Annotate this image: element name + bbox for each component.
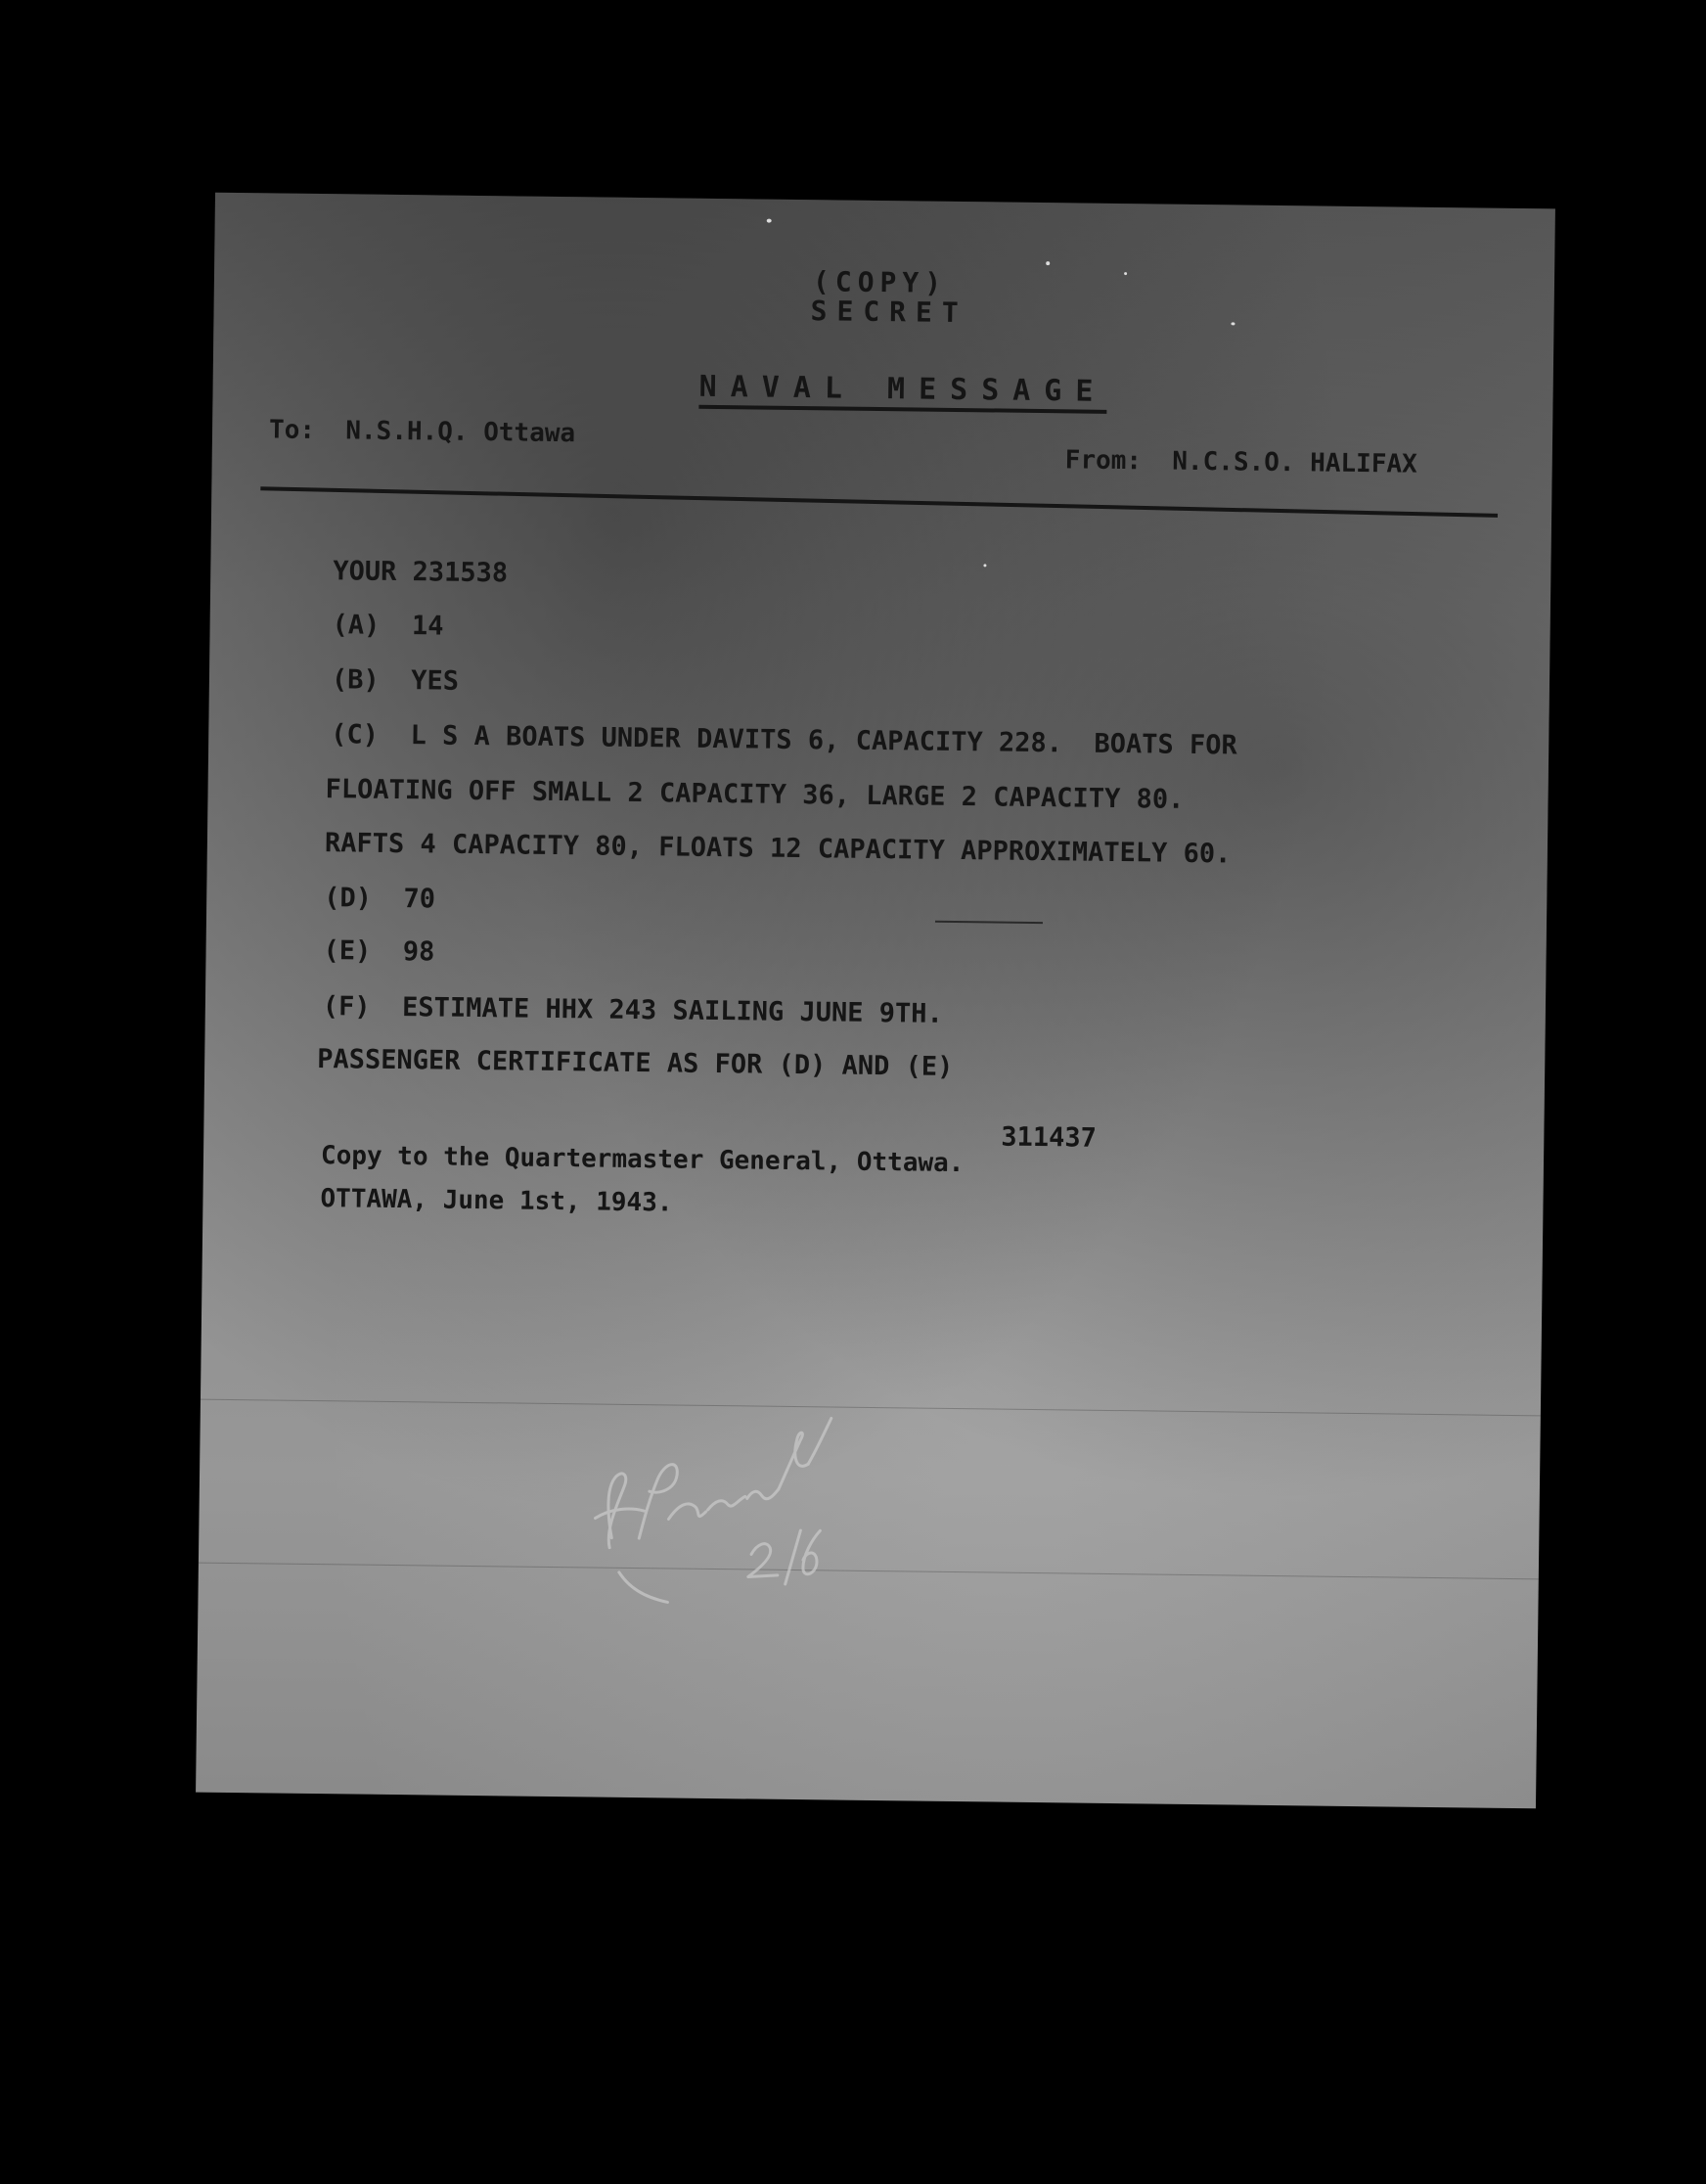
handwritten-signature: [550, 1400, 866, 1629]
to-line: To: N.S.H.Q. Ottawa: [268, 415, 576, 449]
copy-to-line: Copy to the Quartermaster General, Ottawa.: [320, 1141, 965, 1179]
naval-message-paper: [196, 193, 1555, 1809]
fold-line: [201, 1399, 1541, 1417]
body-line: RAFTS 4 CAPACITY 80, FLOATS 12 CAPACITY APPROXIMATELY 60.: [324, 828, 1232, 870]
body-line: (A) 14: [332, 610, 444, 642]
scan-speck: [1231, 322, 1235, 325]
classification-label: SECRET: [810, 295, 968, 330]
copy-label: (COPY): [812, 265, 948, 299]
pencil-mark: [935, 921, 1043, 924]
from-line: From: N.C.S.O. HALIFAX: [1064, 445, 1417, 479]
body-line: (C) L S A BOATS UNDER DAVITS 6, CAPACITY 228. BOATS FOR: [331, 719, 1237, 761]
reference-number: 311437: [1001, 1121, 1098, 1154]
body-line: (E) 98: [323, 935, 435, 968]
date-line: OTTAWA, June 1st, 1943.: [320, 1184, 673, 1218]
body-line: PASSENGER CERTIFICATE AS FOR (D) AND (E): [317, 1044, 954, 1082]
scan-speck: [767, 219, 772, 223]
message-title: NAVAL MESSAGE: [698, 370, 1106, 414]
scan-speck: [983, 564, 986, 567]
scan-speck: [1046, 261, 1050, 265]
body-line: (D) 70: [324, 883, 436, 915]
body-line: YOUR 231538: [333, 556, 509, 589]
body-line: (F) ESTIMATE HHX 243 SAILING JUNE 9TH.: [322, 991, 943, 1029]
scan-speck: [1124, 272, 1127, 275]
body-line: FLOATING OFF SMALL 2 CAPACITY 36, LARGE 2 CAPACITY 80.: [325, 774, 1185, 815]
body-line: (B) YES: [331, 664, 460, 697]
header-divider: [260, 486, 1498, 518]
fold-line: [199, 1563, 1539, 1580]
